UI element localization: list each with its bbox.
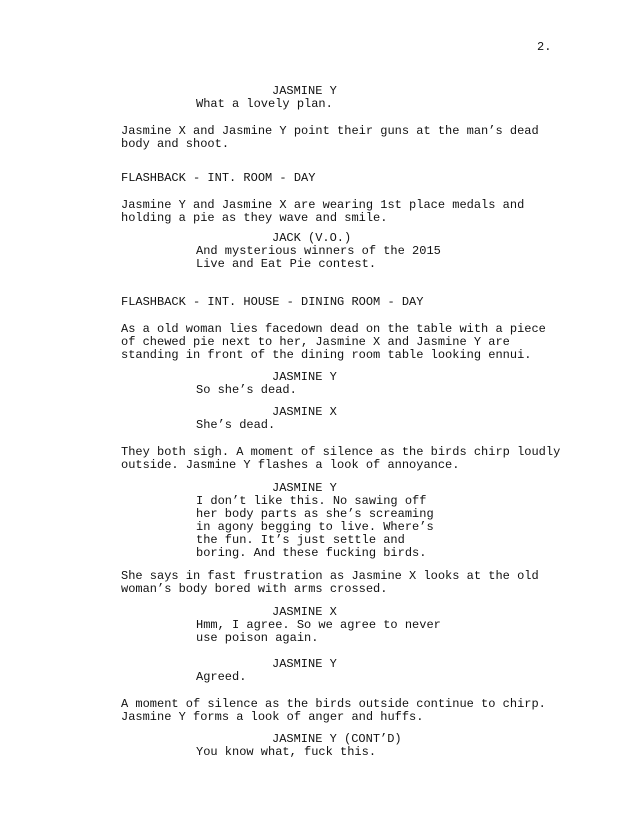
character-cue: JACK (V.O.) [272, 231, 352, 245]
action-line: A moment of silence as the birds outside continue to chirp. [121, 697, 546, 711]
scene-heading: FLASHBACK - INT. HOUSE - DINING ROOM - DAY [121, 295, 424, 309]
dialogue-line: her body parts as she’s screaming [196, 507, 434, 521]
character-cue: JASMINE Y [272, 657, 337, 671]
dialogue-line: She’s dead. [196, 418, 276, 432]
action-line: They both sigh. A moment of silence as the birds chirp loudly [121, 445, 561, 459]
action-line: She says in fast frustration as Jasmine X looks at the old [121, 569, 539, 583]
dialogue-line: in agony begging to live. Where’s [196, 520, 434, 534]
dialogue-line: And mysterious winners of the 2015 [196, 244, 441, 258]
action-line: outside. Jasmine Y flashes a look of annoyance. [121, 458, 460, 472]
action-line: body and shoot. [121, 137, 230, 151]
action-line: holding a pie as they wave and smile. [121, 211, 388, 225]
dialogue-line: use poison again. [196, 631, 319, 645]
character-cue: JASMINE X [272, 605, 337, 619]
character-cue: JASMINE Y [272, 370, 337, 384]
dialogue-line: Agreed. [196, 670, 247, 684]
dialogue-line: So she’s dead. [196, 383, 297, 397]
dialogue-line: You know what, fuck this. [196, 745, 377, 759]
character-cue: JASMINE Y [272, 84, 337, 98]
scene-heading: FLASHBACK - INT. ROOM - DAY [121, 171, 316, 185]
action-line: woman’s body bored with arms crossed. [121, 582, 388, 596]
page-number: 2. [537, 40, 552, 54]
action-line: Jasmine Y and Jasmine X are wearing 1st place medals and [121, 198, 525, 212]
action-line: As a old woman lies facedown dead on the table with a piece [121, 322, 546, 336]
character-cue: JASMINE Y (CONT’D) [272, 732, 402, 746]
action-line: of chewed pie next to her, Jasmine X and Jasmine Y are [121, 335, 510, 349]
dialogue-line: Hmm, I agree. So we agree to never [196, 618, 441, 632]
dialogue-line: Live and Eat Pie contest. [196, 257, 377, 271]
dialogue-line: boring. And these fucking birds. [196, 546, 427, 560]
character-cue: JASMINE X [272, 405, 337, 419]
action-line: standing in front of the dining room table looking ennui. [121, 348, 532, 362]
dialogue-line: I don’t like this. No sawing off [196, 494, 427, 508]
action-line: Jasmine X and Jasmine Y point their guns at the man’s dead [121, 124, 539, 138]
character-cue: JASMINE Y [272, 481, 337, 495]
dialogue-line: What a lovely plan. [196, 97, 333, 111]
dialogue-line: the fun. It’s just settle and [196, 533, 405, 547]
action-line: Jasmine Y forms a look of anger and huffs. [121, 710, 424, 724]
